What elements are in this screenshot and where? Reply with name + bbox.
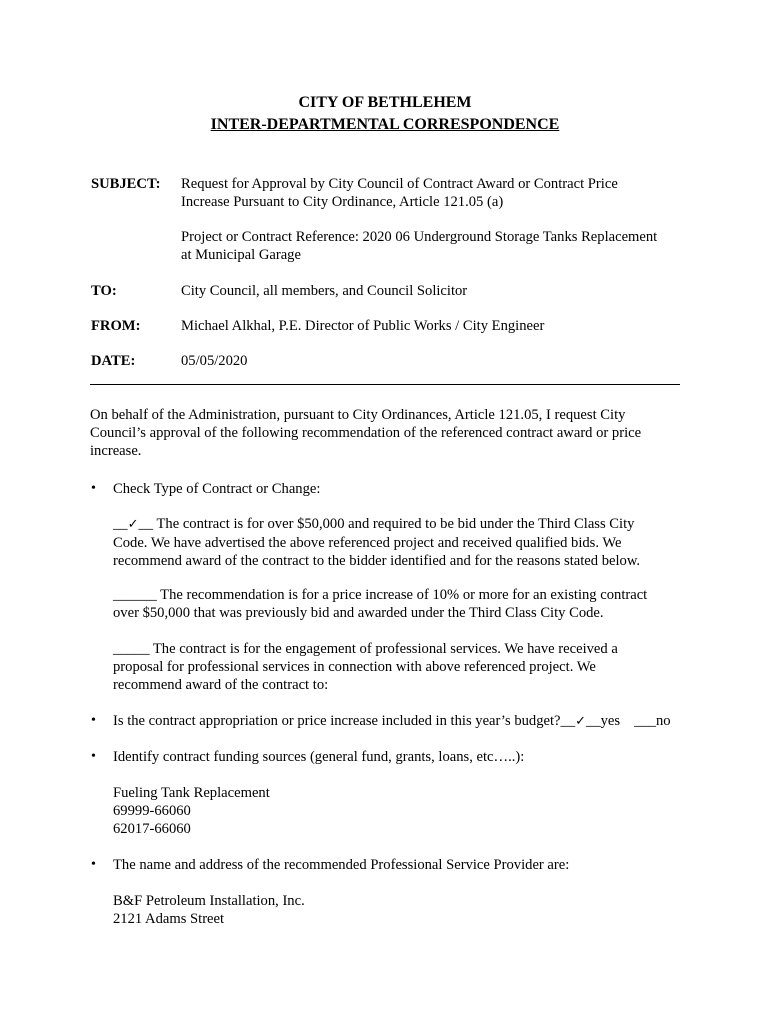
bullet-3-dot: • [91, 749, 96, 764]
budget-yes-blank-pre: __ [560, 713, 576, 729]
funding-sources-list [113, 784, 688, 838]
from-label: FROM: [91, 318, 141, 334]
to-label: TO: [91, 283, 117, 299]
contract-option-price-line-1 [113, 586, 688, 604]
contract-option-prof-line-1 [113, 640, 688, 658]
contract-option-professional [113, 640, 688, 694]
option-bid-blank-pre: __ [113, 516, 128, 532]
contract-option-prof-line-2: proposal for professional services in connection with above referenced project. We [113, 659, 596, 675]
bullet-2-dot: • [91, 713, 96, 728]
bullet-2-budget-question [113, 712, 688, 731]
intro-line-2: Council’s approval of the following recommendation of the referenced contract award or price [90, 425, 642, 441]
intro-line-3: increase. [90, 443, 142, 459]
budget-no-label: no [655, 713, 671, 729]
date-value: 05/05/2020 [181, 353, 248, 369]
option-bid-text-1: The contract is for over $50,000 and required to be bid under the Third Class City [153, 516, 635, 532]
budget-yes-blank-post: __ [586, 713, 601, 729]
contract-option-bid-line-1 [113, 515, 688, 534]
bullet-4-text: The name and address of the recommended Professional Service Provider are: [113, 857, 570, 873]
intro-paragraph [90, 406, 690, 460]
option-prof-text-1: The contract is for the engagement of professional services. We have received a [149, 641, 618, 657]
contract-option-bid-line-2: Code. We have advertised the above referenced project and received qualified bids. We [113, 535, 622, 551]
correspondence-title: INTER-DEPARTMENTAL CORRESPONDENCE [210, 116, 560, 133]
budget-yes-label: yes [600, 713, 621, 729]
contract-option-bid-line-3: recommend award of the contract to the bidder identified and for the reasons stated below. [113, 553, 641, 569]
contract-option-prof-line-3: recommend award of the contract to: [113, 677, 329, 693]
subject-value [181, 175, 701, 211]
contract-option-price-increase [113, 586, 688, 622]
city-title: CITY OF BETHLEHEM [298, 94, 472, 111]
checkmark-icon: ✓ [127, 517, 139, 532]
date-label: DATE: [91, 353, 136, 369]
project-reference-line-1: Project or Contract Reference: 2020 06 Underground Storage Tanks Replacement [181, 229, 658, 245]
option-bid-blank-post: __ [138, 516, 154, 532]
contract-option-bid [113, 515, 688, 570]
provider-name: B&F Petroleum Installation, Inc. [113, 893, 305, 909]
option-price-text-1: The recommendation is for a price increase of 10% or more for an existing contract [156, 587, 648, 603]
subject-line-1: Request for Approval by City Council of Contract Award or Contract Price [181, 176, 618, 192]
bullet-4-dot: • [91, 857, 96, 872]
budget-checkmark-icon: ✓ [575, 714, 587, 729]
budget-no-blank: ___ [634, 713, 656, 729]
project-reference [181, 228, 701, 264]
project-reference-line-2: at Municipal Garage [181, 247, 301, 263]
provider-street: 2121 Adams Street [113, 911, 225, 927]
header-divider [90, 384, 680, 385]
funding-source-item: Fueling Tank Replacement [113, 785, 270, 801]
option-prof-blank: _____ [113, 641, 150, 657]
service-provider-address [113, 892, 688, 928]
budget-question-text: Is the contract appropriation or price increase included in this year’s budget? [113, 713, 561, 729]
contract-option-price-line-2: over $50,000 that was previously bid and awarded under the Third Class City Code. [113, 605, 604, 621]
subject-label: SUBJECT: [91, 176, 161, 192]
intro-line-1: On behalf of the Administration, pursuant to City Ordinances, Article 121.05, I request City [90, 407, 626, 423]
bullet-1-dot: • [91, 481, 96, 496]
to-value: City Council, all members, and Council Solicitor [181, 283, 468, 299]
bullet-1-text: Check Type of Contract or Change: [113, 481, 321, 497]
funding-source-item: 62017-66060 [113, 821, 191, 837]
funding-source-item: 69999-66060 [113, 803, 191, 819]
option-price-blank: ______ [113, 587, 157, 603]
bullet-3-text: Identify contract funding sources (general fund, grants, loans, etc…..): [113, 749, 525, 765]
from-value: Michael Alkhal, P.E. Director of Public Works / City Engineer [181, 318, 545, 334]
subject-line-2: Increase Pursuant to City Ordinance, Article 121.05 (a) [181, 194, 504, 210]
